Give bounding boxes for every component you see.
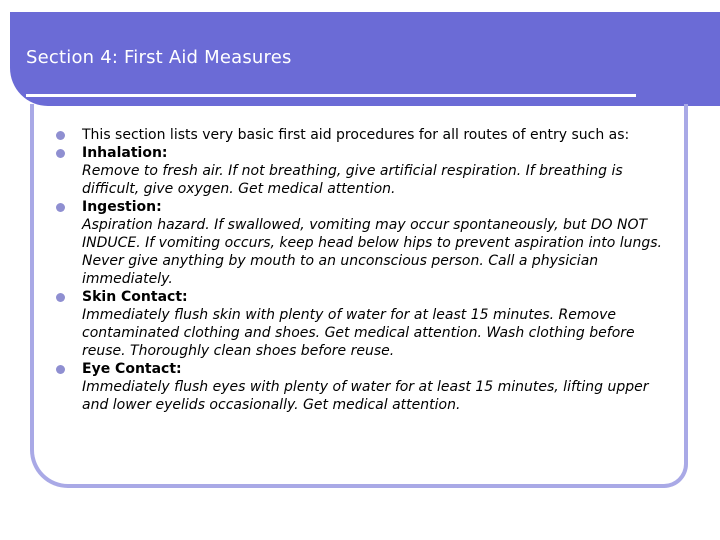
header-band-edge — [706, 12, 720, 106]
bullet-heading: Inhalation: — [82, 145, 168, 161]
list-item — [56, 360, 668, 414]
bullet-icon — [56, 203, 65, 212]
title-underline — [26, 94, 636, 97]
bullet-text: Immediately flush skin with plenty of water for at least 15 minutes. Remove contaminated clothing and shoes. Get medical attention. Wash clothing before reuse. Thoroughly clean shoes before reuse. — [82, 307, 635, 359]
bullet-text: Aspiration hazard. If swallowed, vomiting may occur spontaneously, but DO NOT INDUCE. If vomiting occurs, keep head below hips to prevent aspiration into lungs. Never give anything by mouth to an unconscious person. Call a physician immediately. — [82, 217, 662, 287]
bullet-heading: Eye Contact: — [82, 361, 182, 377]
list-item — [56, 144, 668, 198]
bullet-icon — [56, 293, 65, 302]
bullet-icon — [56, 149, 65, 158]
bullet-heading: Ingestion: — [82, 199, 162, 215]
bullet-text: This section lists very basic first aid procedures for all routes of entry such as: — [82, 127, 630, 143]
bullet-icon — [56, 131, 65, 140]
list-item — [56, 198, 668, 288]
bullet-list — [56, 126, 668, 414]
bullet-text: Immediately flush eyes with plenty of water for at least 15 minutes, lifting upper and lower eyelids occasionally. Get medical attention. — [82, 379, 649, 413]
bullet-text: Remove to fresh air. If not breathing, give artificial respiration. If breathing is difficult, give oxygen. Get medical attention. — [82, 163, 623, 197]
bullet-heading: Skin Contact: — [82, 289, 188, 305]
list-item — [56, 126, 668, 144]
bullet-icon — [56, 365, 65, 374]
slide-title: Section 4: First Aid Measures — [26, 47, 292, 68]
list-item — [56, 288, 668, 360]
